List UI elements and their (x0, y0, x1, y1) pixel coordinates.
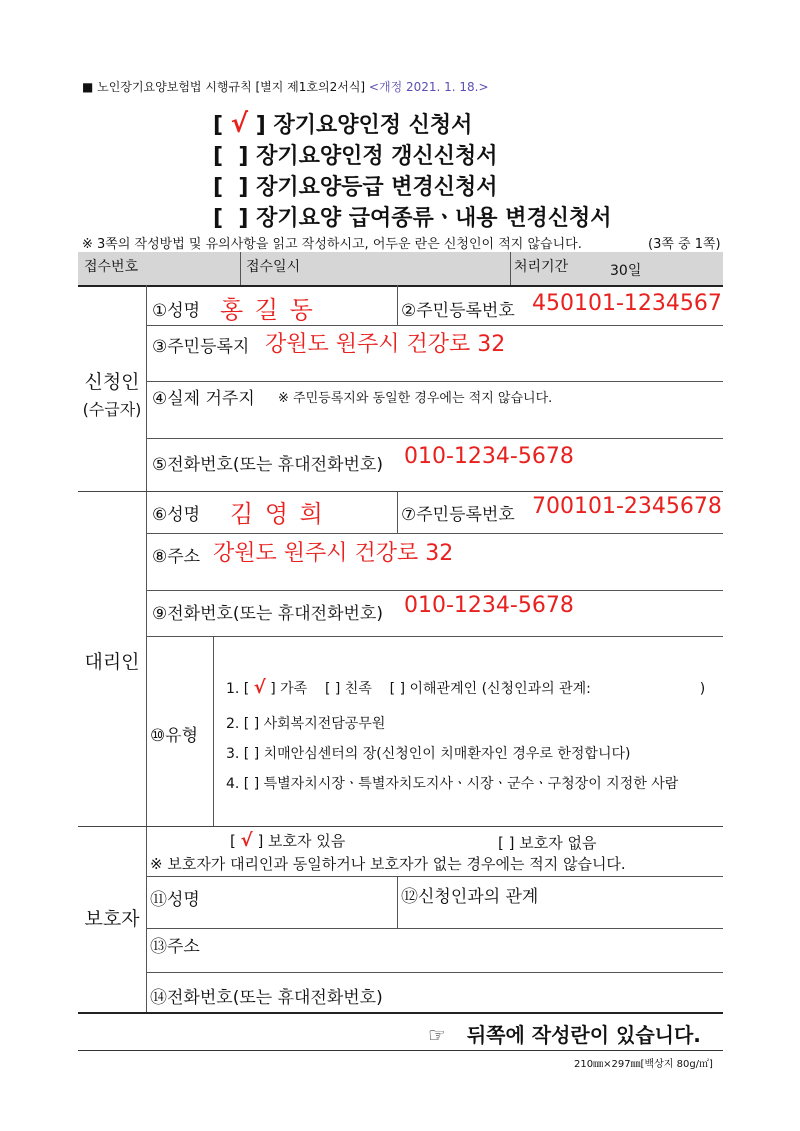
applicant-rrn-field[interactable]: 450101-1234567 (532, 291, 722, 316)
applicant-name-label: ①성명 (152, 301, 201, 321)
processing-period-label: 처리기간 (514, 259, 569, 275)
header-bullet: ■ (82, 80, 94, 94)
agent-type-3[interactable]: 3. [ ] 치매안심센터의 장(신청인이 치매환자인 경우로 한정합니다) (226, 746, 631, 762)
title-check-mark: √ (230, 109, 249, 139)
agent-type-2[interactable]: 2. [ ] 사회복지전담공무원 (226, 716, 386, 732)
guardian-present-option[interactable]: [ √ ] 보호자 있음 (230, 830, 346, 851)
continue-notice: ☞ 뒤쪽에 작성란이 있습니다. (428, 1023, 701, 1047)
form-header (82, 78, 489, 95)
guardian-absent-option[interactable]: [ ] 보호자 없음 (498, 834, 597, 852)
applicant-residence-note: ※ 주민등록지와 동일한 경우에는 적지 않습니다. (278, 391, 553, 406)
applicant-residence-label: ④실제 거주지 (152, 389, 255, 409)
page-count: (3쪽 중 1쪽) (648, 237, 721, 252)
revision-date: <개정 2021. 1. 18.> (368, 80, 489, 94)
agent-rrn-label: ⑦주민등록번호 (401, 505, 515, 525)
law-reference: 노인장기요양보험법 시행규칙 [별지 제1호의2서식] (97, 80, 366, 94)
applicant-name-field[interactable]: 홍 길 동 (220, 296, 315, 324)
agent-section-label: 대리인 (84, 651, 140, 673)
guardian-name-label: ⑪성명 (150, 890, 200, 910)
applicant-section-label: 신청인 (수급자) (82, 371, 142, 419)
agent-address-field[interactable]: 강원도 원주시 건강로 32 (213, 541, 454, 566)
title-benefit-change: [ ] 장기요양 급여종류ㆍ내용 변경신청서 (213, 206, 612, 231)
receipt-date-label: 접수일시 (246, 259, 301, 275)
title-text: 장기요양인정 신청서 (273, 113, 473, 138)
guardian-phone-label: ⑭전화번호(또는 휴대전화번호) (150, 988, 383, 1008)
processing-period-value: 30일 (610, 263, 642, 279)
applicant-phone-label: ⑤전화번호(또는 휴대전화번호) (152, 455, 383, 475)
title-text: 장기요양 급여종류ㆍ내용 변경신청서 (256, 206, 612, 231)
applicant-address-label: ③주민등록지 (152, 337, 250, 357)
guardian-note: ※ 보호자가 대리인과 동일하거나 보호자가 없는 경우에는 적지 않습니다. (150, 855, 626, 873)
title-text: 장기요양인정 갱신신청서 (256, 144, 498, 169)
title-grade-change: [ ] 장기요양등급 변경신청서 (213, 175, 498, 200)
agent-type-1[interactable]: 1. [ √ ] 가족 [ ] 친족 [ ] 이해관계인 (신청인과의 관계: ) (226, 677, 706, 698)
pointer-icon: ☞ (428, 1023, 446, 1047)
agent-name-label: ⑥성명 (152, 505, 201, 525)
title-application: [ √ ] 장기요양인정 신청서 (213, 109, 473, 139)
agent-address-label: ⑧주소 (152, 547, 201, 567)
agent-rrn-field[interactable]: 700101-2345678 (532, 494, 722, 519)
guardian-check-mark: √ (240, 830, 253, 851)
agent-name-field[interactable]: 김 영 희 (230, 500, 325, 528)
agent-type-check-mark: √ (253, 677, 266, 698)
agent-type-4[interactable]: 4. [ ] 특별자치시장ㆍ특별자치도지사ㆍ시장ㆍ군수ㆍ구청장이 지정한 사람 (226, 776, 679, 792)
notice-text: ※ 3쪽의 작성방법 및 유의사항을 읽고 작성하시고, 어두운 란은 신청인이 적지 않습니다. (82, 237, 582, 252)
guardian-address-label: ⑬주소 (150, 937, 200, 957)
agent-phone-label: ⑨전화번호(또는 휴대전화번호) (152, 604, 383, 624)
title-renewal: [ ] 장기요양인정 갱신신청서 (213, 144, 498, 169)
guardian-section-label: 보호자 (84, 908, 140, 930)
title-text: 장기요양등급 변경신청서 (256, 175, 498, 200)
applicant-phone-field[interactable]: 010-1234-5678 (404, 444, 574, 469)
agent-phone-field[interactable]: 010-1234-5678 (404, 593, 574, 618)
applicant-rrn-label: ②주민등록번호 (401, 301, 515, 321)
applicant-address-field[interactable]: 강원도 원주시 건강로 32 (265, 332, 506, 357)
paper-spec: 210㎜×297㎜[백상지 80g/㎡] (574, 1059, 713, 1070)
agent-type-label: ⑩유형 (150, 726, 199, 746)
receipt-number-label: 접수번호 (84, 259, 139, 275)
guardian-relation-label: ⑫신청인과의 관계 (401, 887, 539, 907)
